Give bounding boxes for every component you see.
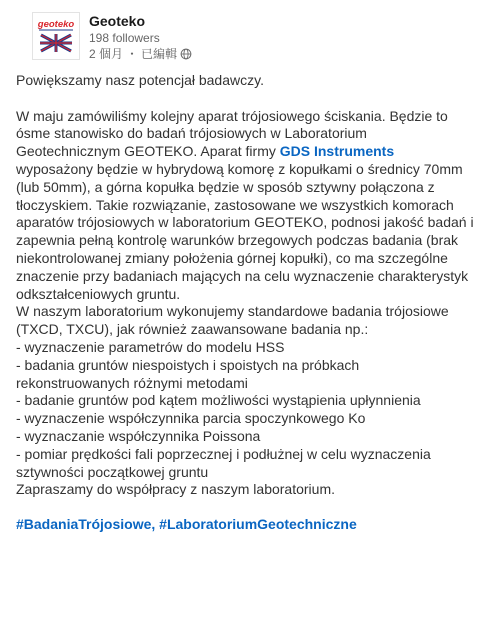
- post-intro: Powiększamy nasz potencjał badawczy.: [16, 72, 264, 88]
- hashtag-laboratorium-geotechniczne[interactable]: #LaboratoriumGeotechniczne: [159, 516, 357, 533]
- geoteko-logo-icon: [33, 13, 79, 59]
- hashtag-badania-trojosiowe[interactable]: #BadaniaTrójosiowe: [16, 516, 152, 533]
- paragraph-1-text-a: W maju zamówiliśmy kolejny aparat trójosiowego ściskania. Będzie to ósme stanowisko do badań trójosiowych w Laboratorium Geotechnicznym GEOTEKO. Aparat firmy: [16, 107, 448, 160]
- company-logo[interactable]: [32, 12, 80, 60]
- logo-wordmark: geoteko: [37, 19, 75, 30]
- list-item: - pomiar prędkości fali poprzecznej i podłużnej w celu wyznaczenia sztywności początkowej gruntu: [16, 445, 431, 480]
- post-paragraph-2: W naszym laboratorium wykonujemy standardowe badania trójosiowe (TXCD, TXCU), jak również zaawansowane badania np.:: [16, 303, 449, 338]
- gds-instruments-link[interactable]: GDS Instruments: [279, 143, 395, 160]
- meta-separator: ・: [126, 47, 139, 61]
- post-age: 2 個月: [89, 47, 124, 61]
- post-time: [89, 46, 192, 62]
- company-name[interactable]: Geoteko: [89, 13, 146, 29]
- hashtag-separator: ,: [151, 516, 160, 533]
- list-item: - badania gruntów niespoistych i spoistych na próbkach rekonstruowanych różnymi metodami: [16, 356, 360, 391]
- hashtags: [16, 516, 474, 534]
- post-paragraph-1: [16, 108, 474, 304]
- list-item: - wyznaczenie współczynnika parcia spoczynkowego Ko: [16, 410, 366, 427]
- follower-count: 198 followers: [89, 31, 160, 45]
- list-item: - wyznaczenie parametrów do modelu HSS: [16, 338, 285, 355]
- post-meta: [89, 12, 192, 62]
- list-item: - badanie gruntów pod kątem możliwości wystąpienia upłynnienia: [16, 392, 421, 409]
- paragraph-1-text-b: wyposażony będzie w hybrydową komorę z kopułkami o średnicy 70mm (lub 50mm), a górna kopułka będzie w sposób sztywny połączona z tłoczyskiem. Takie rozwiązanie, zastosowane we wszystkich komorach aparatów trójosiowych w laboratorium GEOTEKO, podnosi jakość badań i zapewnia pełną kontrolę warunków brzegowych podczas badania (brak niekontrolowanej zmiany położenia górnej kopułki), co ma szczególne znaczenie przy badaniach mających na celu wyznaczenie charakterystyk odkształceniowych gruntu.: [16, 160, 474, 302]
- post-closing: Zapraszamy do współpracy z naszym laboratorium.: [16, 481, 336, 498]
- list-item: - wyznaczanie współczynnika Poissona: [16, 427, 261, 444]
- edited-label: 已編輯: [141, 47, 178, 61]
- post-header: [16, 0, 471, 70]
- globe-icon: [180, 48, 192, 60]
- post-body: [16, 72, 474, 534]
